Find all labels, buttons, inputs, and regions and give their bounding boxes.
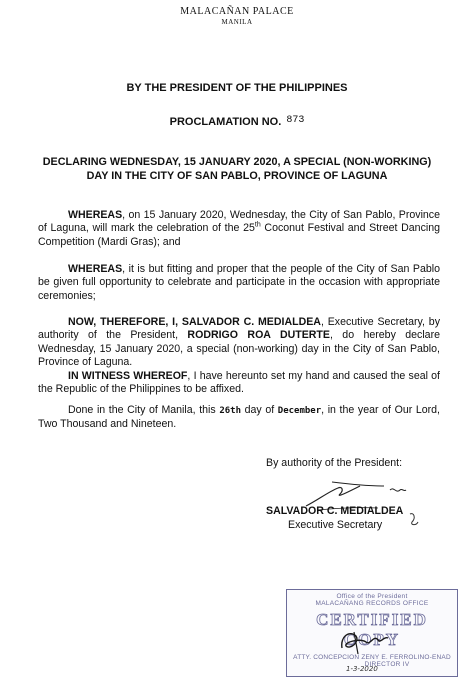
now-therefore-text-a: , Executive Secretary, by authority of the President,: [38, 316, 440, 342]
proclamation-title: [0, 155, 474, 183]
whereas-1-text-a: , on 15 January 2020, Wednesday, the City of San Pablo, Province of Laguna, will mark the celebration of the 25: [38, 209, 440, 235]
stamp-date: 1-3-2020: [346, 665, 378, 673]
stamp-atty-name: ATTY. CONCEPCION ZENY E. FERROLINO-ENAD: [293, 654, 451, 661]
initial-mark: [406, 510, 422, 530]
now-therefore-text-b: , do hereby declare Wednesday, 15 January 2020, a special (non-working) day in the City of San Pablo, Province of Laguna.: [38, 329, 440, 369]
signatory-name: SALVADOR C. MEDIALDEA: [266, 505, 404, 517]
president-name: RODRIGO ROA DUTERTE: [187, 329, 330, 342]
stamp-office: Office of the President: [336, 593, 408, 600]
palace-name: MALACAÑAN PALACE: [180, 6, 294, 17]
proclamation-number: [0, 116, 474, 129]
whereas-clause-2: [38, 263, 440, 303]
witness-lead: IN WITNESS WHEREOF: [68, 370, 188, 382]
now-therefore-lead: NOW, THEREFORE, I, SALVADOR C. MEDIALDEA: [68, 316, 321, 328]
done-clause: [38, 404, 440, 432]
proclamation-no: 873: [286, 115, 305, 126]
stamp-records-office: MALACAÑANG RECORDS OFFICE: [315, 600, 429, 607]
palace-city: MANILA: [221, 18, 253, 26]
signatory-position: Executive Secretary: [288, 519, 383, 531]
done-month: December: [277, 406, 322, 416]
title-line-2: DAY IN THE CITY OF SAN PABLO, PROVINCE OF LAGUNA: [86, 170, 388, 182]
letterhead: [0, 6, 474, 26]
authority-line: By authority of the President:: [266, 457, 403, 469]
certifier-signature: [336, 624, 396, 660]
issuer-line: BY THE PRESIDENT OF THE PHILIPPINES: [126, 82, 348, 94]
done-day: 26th: [219, 406, 242, 416]
proclamation-label: PROCLAMATION NO.: [169, 116, 282, 128]
title-line-1: DECLARING WEDNESDAY, 15 JANUARY 2020, A SPECIAL (NON-WORKING): [42, 156, 432, 168]
done-text-b: day of: [241, 404, 278, 416]
done-text-c: , in the year of Our Lord, Two Thousand and Nineteen.: [38, 404, 440, 431]
now-therefore-clause: [38, 316, 440, 370]
stamp-certified-copy: CERTIFIED COPY: [316, 610, 428, 649]
whereas-1-text-b: Coconut Festival and Street Dancing Competition (Mardi Gras); and: [38, 222, 441, 248]
whereas-1-sup: th: [254, 221, 261, 229]
witness-clause: [38, 370, 440, 397]
whereas-2-text: , it is but fitting and proper that the people of the City of San Pablo be given full opportunity to celebrate and participate in the occasion with appropriate ceremonies;: [38, 263, 440, 302]
stamp-director: DIRECTOR IV: [364, 661, 410, 668]
done-text-a: Done in the City of Manila, this: [68, 404, 220, 416]
whereas-clause-1: [38, 209, 440, 249]
signatory-block: [266, 504, 403, 532]
whereas-2-lead: WHEREAS: [68, 263, 123, 275]
witness-text: , I have hereunto set my hand and caused the seal of the Republic of the Philippines to be affixed.: [38, 370, 440, 396]
whereas-1-lead: WHEREAS: [68, 209, 123, 221]
